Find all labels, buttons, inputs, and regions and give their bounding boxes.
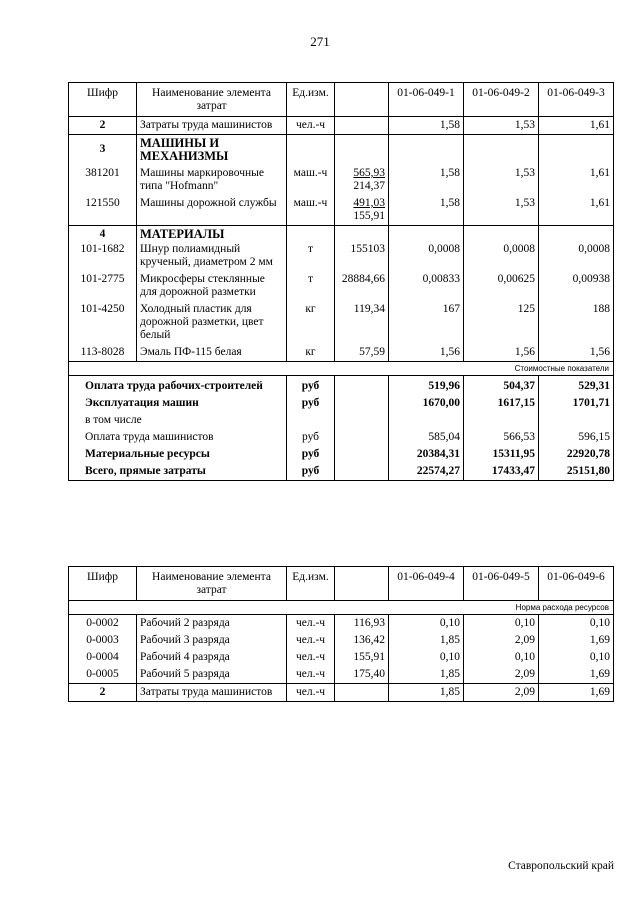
header-col-6: 01-06-049-6 — [539, 567, 614, 601]
section-title: МАШИНЫ И МЕХАНИЗМЫ — [137, 135, 287, 166]
row-price: 28884,66 — [335, 271, 389, 301]
section-label: Норма расхода ресурсов — [69, 601, 614, 615]
row-value-1: 1,85 — [389, 684, 464, 702]
row-name: Рабочий 4 разряда — [137, 649, 287, 666]
row-code: 0-0004 — [69, 649, 137, 666]
row-name: Затраты труда машинистов — [137, 117, 287, 135]
row-value-2: 1,56 — [464, 344, 539, 362]
section-row — [69, 135, 614, 166]
row-code: 3 — [69, 135, 137, 166]
row-value-1: 0,00833 — [389, 271, 464, 301]
row-code: 121550 — [69, 195, 137, 226]
total-value-1: 20384,31 — [389, 446, 464, 463]
row-code: 2 — [69, 684, 137, 702]
header-name: Наименование элемента затрат — [137, 83, 287, 117]
total-name: Оплата труда рабочих-строителей — [69, 376, 287, 396]
section-label-row — [69, 362, 614, 376]
row-value-3: 0,00938 — [539, 271, 614, 301]
row-unit: кг — [287, 344, 335, 362]
table-row — [69, 301, 614, 344]
table-header — [69, 83, 614, 117]
table-row — [69, 615, 614, 633]
header-col-3: 01-06-049-3 — [539, 83, 614, 117]
row-value-3: 188 — [539, 301, 614, 344]
total-name: Оплата труда машинистов — [69, 429, 287, 446]
table-row — [69, 195, 614, 226]
row-name: Рабочий 3 разряда — [137, 632, 287, 649]
row-value-2: 0,0008 — [464, 241, 539, 271]
total-value-3: 596,15 — [539, 429, 614, 446]
total-unit: руб — [287, 395, 335, 412]
row-name: Эмаль ПФ-115 белая — [137, 344, 287, 362]
row-value-3: 0,10 — [539, 615, 614, 633]
row-name: Холодный пластик для дорожной разметки, цвет белый — [137, 301, 287, 344]
row-value-1: 1,58 — [389, 117, 464, 135]
row-code: 101-4250 — [69, 301, 137, 344]
total-unit: руб — [287, 463, 335, 481]
row-value-3: 1,69 — [539, 684, 614, 702]
resource-table-1 — [68, 82, 614, 481]
row-value-2: 2,09 — [464, 666, 539, 684]
row-price: 57,59 — [335, 344, 389, 362]
row-value-1: 1,85 — [389, 666, 464, 684]
totals-row — [69, 395, 614, 412]
row-unit: чел.-ч — [287, 666, 335, 684]
resource-table-2 — [68, 566, 614, 702]
row-price: 155,91 — [335, 649, 389, 666]
totals-row — [69, 412, 614, 429]
table-row — [69, 684, 614, 702]
row-price: 491,03 — [353, 197, 385, 209]
header-price — [335, 83, 389, 117]
total-value-2: 15311,95 — [464, 446, 539, 463]
row-value-3: 1,56 — [539, 344, 614, 362]
table-row — [69, 666, 614, 684]
table-row — [69, 632, 614, 649]
row-name: Затраты труда машинистов — [137, 684, 287, 702]
row-unit: т — [287, 271, 335, 301]
row-price: 155103 — [335, 241, 389, 271]
row-unit: чел.-ч — [287, 649, 335, 666]
row-code: 113-8028 — [69, 344, 137, 362]
section-row — [69, 226, 614, 242]
header-code: Шифр — [69, 83, 137, 117]
total-unit: руб — [287, 376, 335, 396]
row-unit: кг — [287, 301, 335, 344]
section-label: Стоимостные показатели — [69, 362, 614, 376]
row-value-1: 1,85 — [389, 632, 464, 649]
table-row — [69, 241, 614, 271]
total-value-2: 566,53 — [464, 429, 539, 446]
row-price: 119,34 — [335, 301, 389, 344]
row-value-2: 1,53 — [464, 117, 539, 135]
row-code: 381201 — [69, 165, 137, 195]
total-unit: руб — [287, 446, 335, 463]
total-value-1: 1670,00 — [389, 395, 464, 412]
row-value-3: 1,61 — [539, 117, 614, 135]
totals-row — [69, 429, 614, 446]
row-value-1: 0,10 — [389, 649, 464, 666]
total-unit: руб — [287, 429, 335, 446]
region-footer: Ставропольский край — [508, 860, 614, 872]
row-unit: чел.-ч — [287, 117, 335, 135]
total-value-3: 1701,71 — [539, 395, 614, 412]
totals-row — [69, 463, 614, 481]
row-value-1: 0,10 — [389, 615, 464, 633]
header-name: Наименование элемента затрат — [137, 567, 287, 601]
row-value-2: 1,53 — [464, 195, 539, 226]
row-price — [335, 117, 389, 135]
total-name: Всего, прямые затраты — [69, 463, 287, 481]
header-unit: Ед.изм. — [287, 83, 335, 117]
row-price: 116,93 — [335, 615, 389, 633]
row-value-2: 2,09 — [464, 684, 539, 702]
header-col-4: 01-06-049-4 — [389, 567, 464, 601]
section-title: МАТЕРИАЛЫ — [137, 226, 287, 242]
row-value-1: 167 — [389, 301, 464, 344]
total-value-1: 22574,27 — [389, 463, 464, 481]
row-unit: чел.-ч — [287, 632, 335, 649]
row-value-3: 1,69 — [539, 666, 614, 684]
page-number: 271 — [310, 34, 330, 49]
row-name: Машины маркировочные типа "Hofmann" — [137, 165, 287, 195]
total-value-3: 22920,78 — [539, 446, 614, 463]
row-price: 175,40 — [335, 666, 389, 684]
header-unit: Ед.изм. — [287, 567, 335, 601]
row-unit: чел.-ч — [287, 684, 335, 702]
row-value-3: 0,0008 — [539, 241, 614, 271]
row-value-3: 0,10 — [539, 649, 614, 666]
total-value-1: 519,96 — [389, 376, 464, 396]
row-value-1: 1,58 — [389, 165, 464, 195]
row-price: 565,93 — [353, 167, 385, 179]
row-unit: чел.-ч — [287, 615, 335, 633]
table-row — [69, 649, 614, 666]
row-price-secondary: 155,91 — [353, 210, 385, 222]
row-unit: маш.-ч — [287, 195, 335, 226]
header-code: Шифр — [69, 567, 137, 601]
total-value-1: 585,04 — [389, 429, 464, 446]
row-name: Рабочий 2 разряда — [137, 615, 287, 633]
row-name: Машины дорожной службы — [137, 195, 287, 226]
header-col-1: 01-06-049-1 — [389, 83, 464, 117]
row-code: 0-0002 — [69, 615, 137, 633]
header-price — [335, 567, 389, 601]
total-value-3: 25151,80 — [539, 463, 614, 481]
total-value-2: 1617,15 — [464, 395, 539, 412]
row-price: 136,42 — [335, 632, 389, 649]
row-code: 101-2775 — [69, 271, 137, 301]
row-price — [335, 684, 389, 702]
header-col-2: 01-06-049-2 — [464, 83, 539, 117]
table-row — [69, 344, 614, 362]
row-value-3: 1,61 — [539, 165, 614, 195]
row-value-2: 0,00625 — [464, 271, 539, 301]
section-label-row — [69, 601, 614, 615]
total-name: Материальные ресурсы — [69, 446, 287, 463]
total-name: в том числе — [69, 412, 287, 429]
row-value-1: 1,58 — [389, 195, 464, 226]
row-unit: т — [287, 241, 335, 271]
totals-row — [69, 376, 614, 396]
row-value-1: 0,0008 — [389, 241, 464, 271]
total-value-2: 17433,47 — [464, 463, 539, 481]
row-value-3: 1,61 — [539, 195, 614, 226]
row-price-secondary: 214,37 — [353, 180, 385, 192]
row-code: 0-0003 — [69, 632, 137, 649]
header-col-5: 01-06-049-5 — [464, 567, 539, 601]
row-unit: маш.-ч — [287, 165, 335, 195]
row-code: 4 — [69, 226, 137, 242]
row-code: 101-1682 — [69, 241, 137, 271]
totals-row — [69, 446, 614, 463]
row-value-3: 1,69 — [539, 632, 614, 649]
row-name: Шнур полиамидный крученый, диаметром 2 мм — [137, 241, 287, 271]
row-value-2: 125 — [464, 301, 539, 344]
row-name: Рабочий 5 разряда — [137, 666, 287, 684]
row-value-2: 0,10 — [464, 615, 539, 633]
row-value-2: 1,53 — [464, 165, 539, 195]
total-value-3: 529,31 — [539, 376, 614, 396]
table-header — [69, 567, 614, 601]
table-row — [69, 117, 614, 135]
total-name: Эксплуатация машин — [69, 395, 287, 412]
row-value-1: 1,56 — [389, 344, 464, 362]
table-row — [69, 165, 614, 195]
row-value-2: 0,10 — [464, 649, 539, 666]
row-code: 0-0005 — [69, 666, 137, 684]
row-name: Микросферы стеклянные для дорожной разметки — [137, 271, 287, 301]
row-code: 2 — [69, 117, 137, 135]
total-value-2: 504,37 — [464, 376, 539, 396]
table-row — [69, 271, 614, 301]
row-value-2: 2,09 — [464, 632, 539, 649]
